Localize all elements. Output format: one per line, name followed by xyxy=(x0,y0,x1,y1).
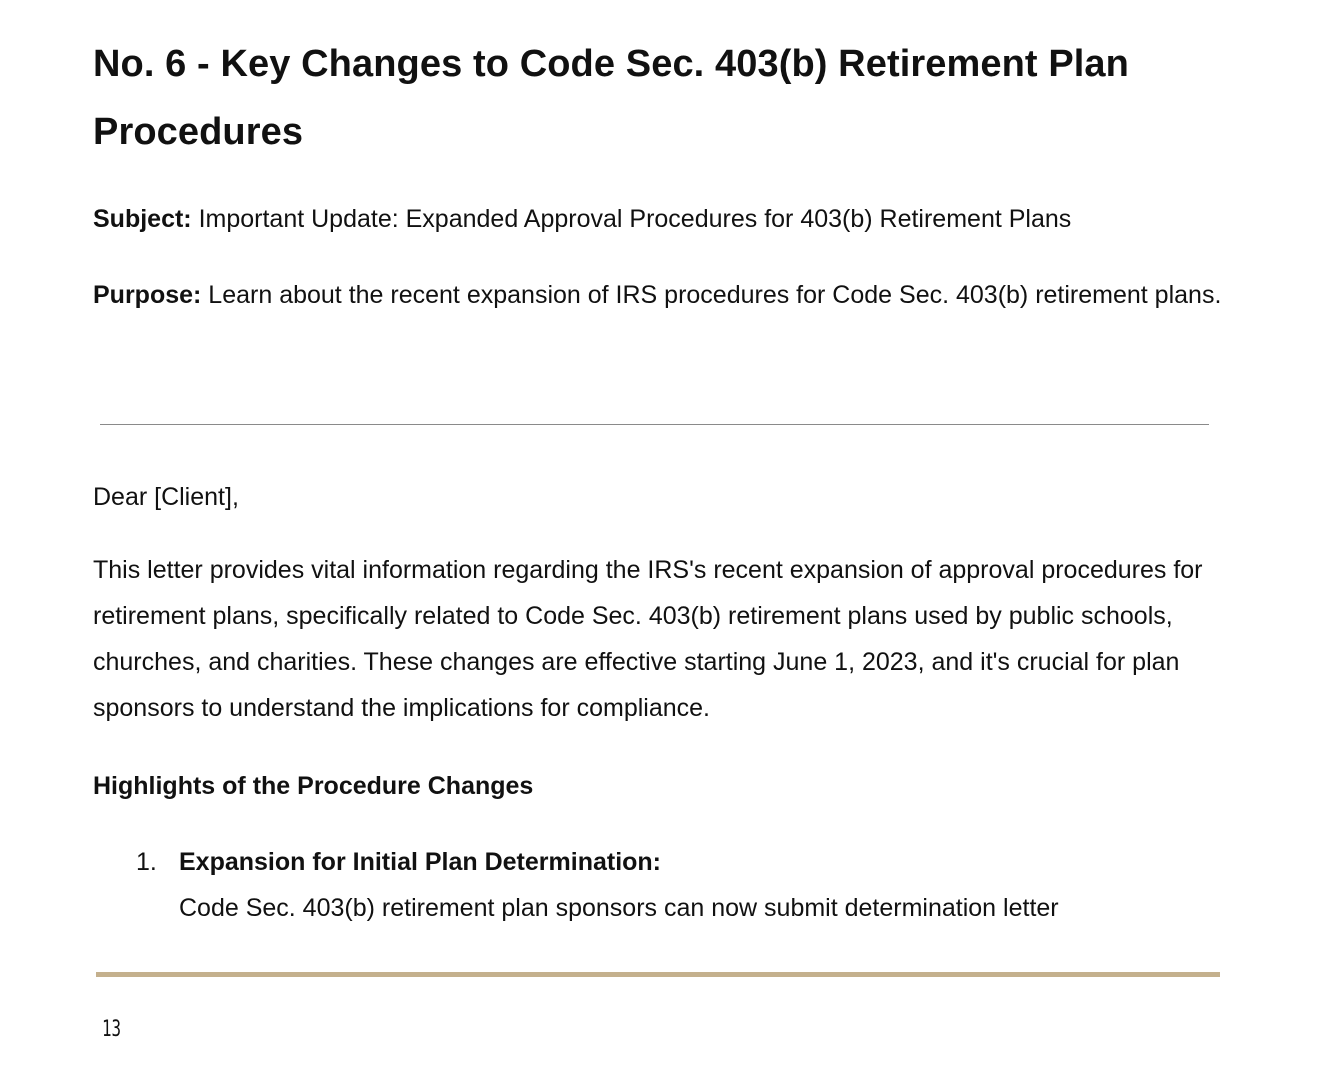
purpose-line xyxy=(93,272,1223,318)
subject-label: Subject: xyxy=(93,205,192,233)
purpose-label: Purpose: xyxy=(93,281,202,309)
section-divider xyxy=(100,424,1209,425)
intro-paragraph: This letter provides vital information regarding the IRS's recent expansion of approval procedures for retirement plans, specifically related to Code Sec. 403(b) retirement plans used by public schools, churches, and charities. These changes are effective starting June 1, 2023, and it's crucial for plan sponsors to understand the implications for compliance. xyxy=(93,556,1203,722)
list-item-heading: Expansion for Initial Plan Determination: xyxy=(179,848,662,876)
list-item-body xyxy=(179,839,1219,931)
greeting: Dear [Client], xyxy=(93,483,239,511)
page-title: No. 6 - Key Changes to Code Sec. 403(b) Retirement Plan Procedures xyxy=(93,43,1129,153)
page-number: 13 xyxy=(102,1017,122,1042)
subject-line xyxy=(93,196,1223,242)
list-item-text: Code Sec. 403(b) retirement plan sponsors can now submit determination letter xyxy=(179,894,1059,922)
list-item-number: 1. xyxy=(136,848,157,876)
subject-text: Important Update: Expanded Approval Procedures for 403(b) Retirement Plans xyxy=(191,205,1072,233)
purpose-text: Learn about the recent expansion of IRS procedures for Code Sec. 403(b) retirement plans. xyxy=(201,281,1222,309)
document-header xyxy=(93,30,1223,318)
section-heading: Highlights of the Procedure Changes xyxy=(93,772,534,800)
footer-rule xyxy=(96,972,1220,977)
